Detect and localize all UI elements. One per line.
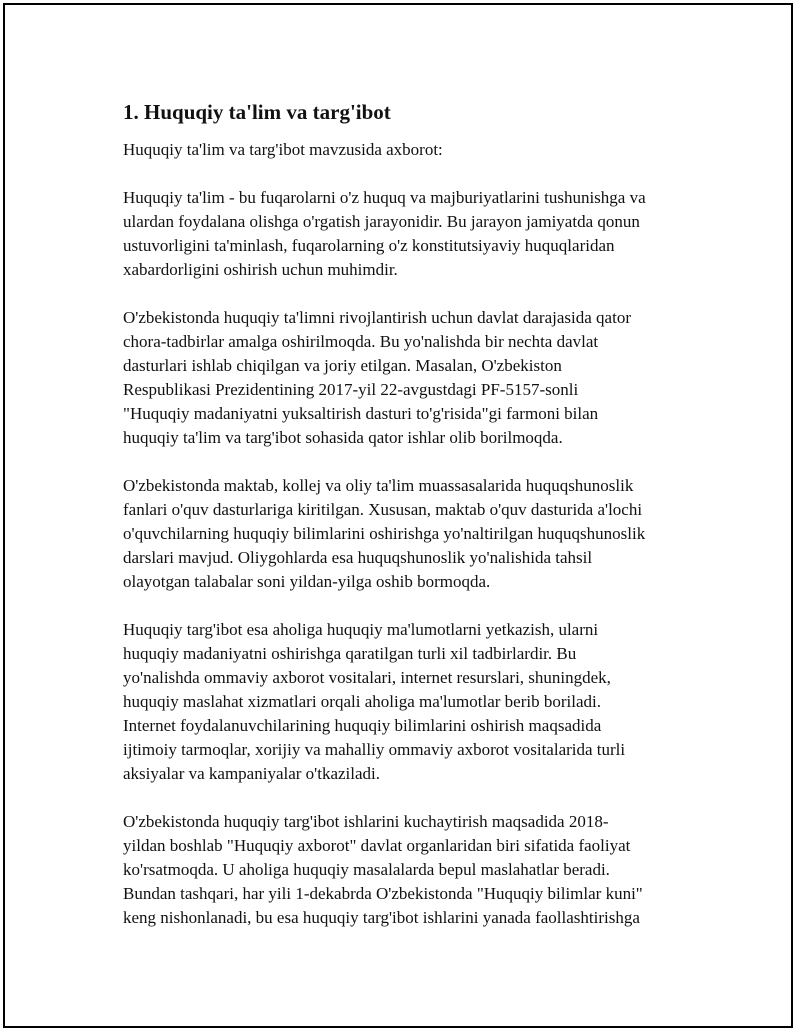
paragraph-line: xabardorligini oshirish uchun muhimdir. — [123, 260, 398, 279]
paragraph-2 — [123, 306, 713, 450]
paragraph-line: yildan boshlab "Huquqiy axborot" davlat organlaridan biri sifatida faoliyat — [123, 836, 631, 855]
paragraph-line: O'zbekistonda maktab, kollej va oliy ta'lim muassasalarida huquqshunoslik — [123, 476, 634, 495]
paragraph-line: dasturlari ishlab chiqilgan va joriy etilgan. Masalan, O'zbekiston — [123, 356, 562, 375]
paragraph-line: aksiyalar va kampaniyalar o'tkaziladi. — [123, 764, 381, 783]
paragraph-line: ulardan foydalana olishga o'rgatish jarayonidir. Bu jarayon jamiyatda qonun — [123, 212, 640, 231]
paragraph-line: O'zbekistonda huquqiy ta'limni rivojlantirish uchun davlat darajasida qator — [123, 308, 631, 327]
paragraph-line: huquqiy ta'lim va targ'ibot sohasida qator ishlar olib borilmoqda. — [123, 428, 563, 447]
paragraph-line: Respublikasi Prezidentining 2017-yil 22-avgustdagi PF-5157-sonli — [123, 380, 579, 399]
paragraph-line: chora-tadbirlar amalga oshirilmoqda. Bu yo'nalishda bir nechta davlat — [123, 332, 599, 351]
paragraph-3 — [123, 474, 713, 594]
section-heading: 1. Huquqiy ta'lim va targ'ibot — [123, 100, 391, 124]
paragraph-1 — [123, 186, 713, 282]
paragraph-line: Internet foydalanuvchilarining huquqiy bilimlarini oshirish maqsadida — [123, 716, 602, 735]
paragraph-line: yo'nalishda ommaviy axborot vositalari, internet resurslari, shuningdek, — [123, 668, 611, 687]
paragraph-line: O'zbekistonda huquqiy targ'ibot ishlarini kuchaytirish maqsadida 2018- — [123, 812, 609, 831]
paragraph-line: olayotgan talabalar soni yildan-yilga oshib bormoqda. — [123, 572, 491, 591]
paragraph-line: Bundan tashqari, har yili 1-dekabrda O'zbekistonda "Huquqiy bilimlar kuni" — [123, 884, 643, 903]
paragraph-line: ko'rsatmoqda. U aholiga huquqiy masalalarda bepul maslahatlar beradi. — [123, 860, 610, 879]
intro-text: Huquqiy ta'lim va targ'ibot mavzusida axborot: — [123, 140, 443, 159]
paragraph-line: o'quvchilarning huquqiy bilimlarini oshirishga yo'naltirilgan huquqshunoslik — [123, 524, 646, 543]
paragraph-line: huquqiy maslahat xizmatlari orqali aholiga ma'lumotlar berib boriladi. — [123, 692, 601, 711]
document-content — [123, 98, 713, 954]
paragraph-line: Huquqiy ta'lim - bu fuqarolarni o'z huquq va majburiyatlarini tushunishga va — [123, 188, 646, 207]
paragraph-line: darslari mavjud. Oliygohlarda esa huquqshunoslik yo'nalishida tahsil — [123, 548, 593, 567]
paragraph-line: fanlari o'quv dasturlariga kiritilgan. Xususan, maktab o'quv dasturida a'lochi — [123, 500, 643, 519]
paragraph-line: keng nishonlanadi, bu esa huquqiy targ'ibot ishlarini yanada faollashtirishga — [123, 908, 640, 927]
paragraph-5 — [123, 810, 713, 930]
paragraph-line: ustuvorligini ta'minlash, fuqarolarning o'z konstitutsiyaviy huquqlaridan — [123, 236, 615, 255]
paragraph-line: ijtimoiy tarmoqlar, xorijiy va mahalliy ommaviy axborot vositalarida turli — [123, 740, 626, 759]
page-frame — [3, 3, 793, 1028]
paragraph-line: huquqiy madaniyatni oshirishga qaratilgan turli xil tadbirlardir. Bu — [123, 644, 577, 663]
paragraph-line: Huquqiy targ'ibot esa aholiga huquqiy ma'lumotlarni yetkazish, ularni — [123, 620, 599, 639]
paragraph-4 — [123, 618, 713, 786]
paragraph-line: "Huquqiy madaniyatni yuksaltirish dasturi to'g'risida"gi farmoni bilan — [123, 404, 599, 423]
